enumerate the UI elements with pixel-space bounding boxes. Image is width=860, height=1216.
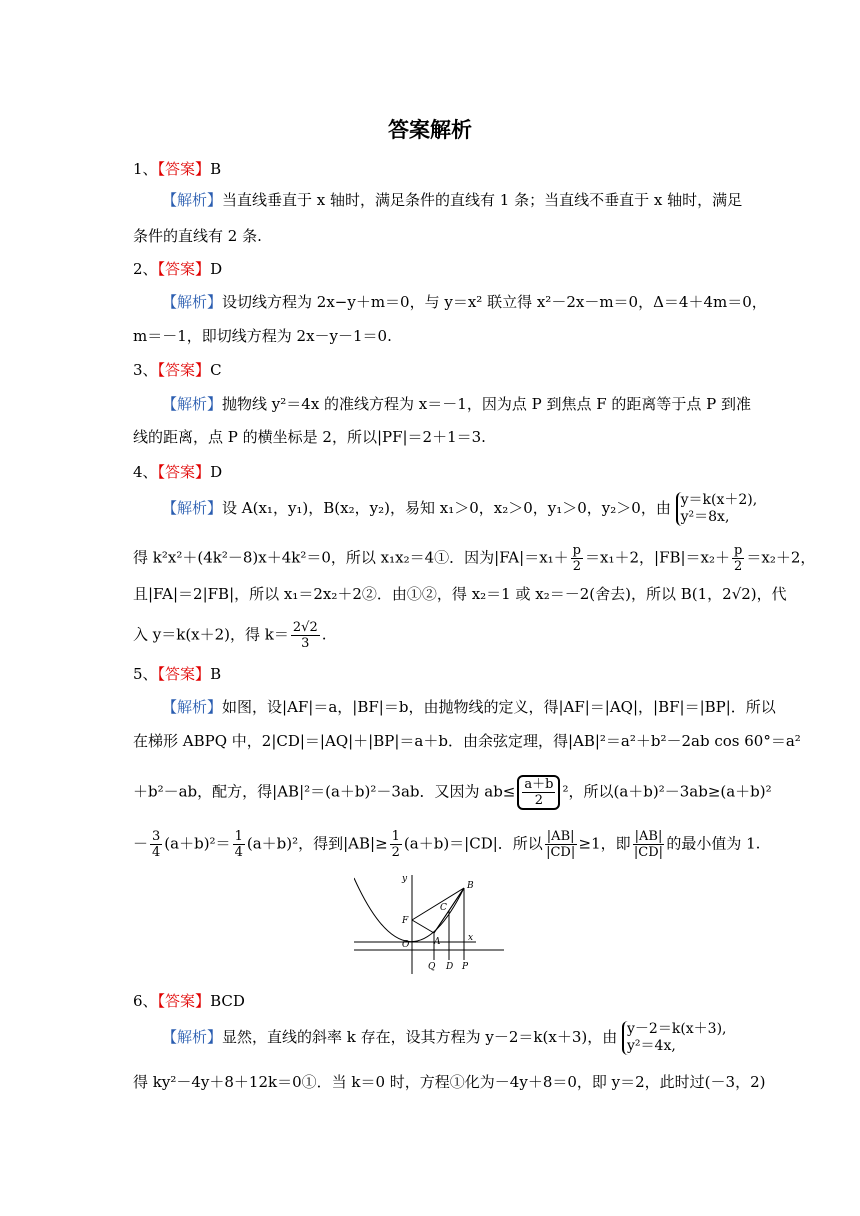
frac-den: 3 — [301, 636, 310, 651]
frac-num: |AB| — [546, 829, 575, 844]
q4-text4 — [133, 620, 327, 651]
q6-number: 6、 — [133, 992, 158, 1010]
q4-text2 — [133, 543, 815, 574]
q4-answer-line — [133, 462, 222, 482]
fraction-ab-cd — [633, 829, 665, 860]
answer-tag: 【答案】 — [157, 992, 211, 1010]
fraction-a-plus-b-over-2 — [517, 775, 560, 810]
q3-text1: 抛物线 y²＝4x 的准线方程为 x＝－1，因为点 P 到焦点 F 的距离等于点 P 到准 — [222, 395, 752, 413]
system-eq2: y²＝8x, — [680, 509, 730, 525]
q3-answer: C — [210, 361, 222, 379]
q5-text4f: 的最小值为 1. — [666, 834, 761, 853]
q6-text2: 得 ky²－4y＋8＋12k＝0①．当 k＝0 时，方程①化为－4y＋8＝0，即 y＝2，此时过(－3，2) — [133, 1073, 766, 1091]
system-eq2: y²＝4x, — [627, 1038, 676, 1054]
fraction-1-2 — [390, 829, 402, 860]
answer-tag: 【答案】 — [157, 160, 211, 178]
frac-num: p — [572, 543, 581, 558]
q2-answer: D — [210, 260, 223, 278]
q5-text3 — [133, 775, 772, 810]
frac-den: 2 — [534, 793, 544, 808]
label-a: A — [434, 937, 441, 947]
q5-text3a: ＋b²－ab，配方，得|AB|²＝(a＋b)²－3ab．又因为 ab≤ — [133, 782, 516, 801]
q5-answer: B — [210, 665, 222, 683]
frac-num: 1 — [234, 829, 243, 844]
q4-text2b: ＝x₁＋2，|FB|＝x₂＋ — [585, 548, 731, 567]
frac-den: 2 — [572, 559, 581, 574]
system-eq1: y＝k(x＋2), — [680, 492, 758, 508]
q4-analysis-line1 — [162, 492, 757, 526]
q5-text2: 在梯形 ABPQ 中，2|CD|＝|AQ|＋|BP|＝a＋b．由余弦定理，得|AB|²＝a²＋b²－2ab cos 60°＝a² — [133, 732, 801, 750]
q5-text4a: － — [133, 834, 149, 853]
frac-den: 4 — [152, 845, 161, 860]
frac-num: 2√2 — [292, 620, 318, 635]
q2-answer-line — [133, 259, 222, 279]
analysis-tag: 【解析】 — [162, 293, 223, 311]
system-eq1: y－2＝k(x＋3), — [627, 1021, 727, 1037]
q1-answer: B — [210, 160, 222, 178]
q1-analysis-line1 — [162, 190, 742, 210]
q4-text4b: . — [321, 625, 327, 644]
label-q: Q — [428, 962, 436, 972]
q6-text1: 显然，直线的斜率 k 存在，设其方程为 y－2＝k(x＋3)，由 — [222, 1028, 618, 1046]
q4-text2c: ＝x₂＋2， — [746, 548, 816, 567]
q5-answer-line — [133, 664, 221, 684]
page-title: 答案解析 — [388, 118, 472, 142]
q5-text3b: ²，所以(a＋b)²－3ab≥(a＋b)² — [562, 782, 772, 801]
label-p: P — [462, 962, 469, 972]
q1-answer-line — [133, 159, 221, 179]
q5-text4 — [133, 829, 760, 860]
q5-number: 5、 — [133, 665, 158, 683]
fraction-1-4 — [233, 829, 245, 860]
answer-tag: 【答案】 — [157, 463, 211, 481]
q3-number: 3、 — [133, 361, 158, 379]
answer-tag: 【答案】 — [157, 260, 211, 278]
analysis-tag: 【解析】 — [162, 499, 223, 517]
frac-num: 1 — [391, 829, 400, 844]
q4-number: 4、 — [133, 463, 158, 481]
equation-system — [622, 1021, 726, 1055]
q4-answer: D — [210, 463, 223, 481]
analysis-tag: 【解析】 — [162, 1028, 223, 1046]
analysis-tag: 【解析】 — [162, 395, 223, 413]
fraction-ab-cd — [545, 829, 577, 860]
analysis-tag: 【解析】 — [162, 191, 223, 209]
label-b: B — [467, 881, 474, 891]
frac-den: 2 — [734, 559, 743, 574]
label-o: O — [402, 940, 410, 950]
frac-num: a＋b — [524, 777, 554, 792]
parabola-figure — [354, 870, 504, 974]
frac-num: |AB| — [634, 829, 663, 844]
q2-text1: 设切线方程为 2x−y＋m＝0，与 y＝x² 联立得 x²－2x－m＝0，Δ＝4＋4m＝0， — [222, 293, 767, 311]
answer-tag: 【答案】 — [157, 665, 211, 683]
analysis-tag: 【解析】 — [162, 698, 223, 716]
q2-text2: m＝－1，即切线方程为 2x－y－1＝0. — [133, 327, 392, 345]
fraction-3-4 — [150, 829, 162, 860]
label-d: D — [446, 962, 454, 972]
answer-tag: 【答案】 — [157, 361, 211, 379]
q3-analysis-line1 — [162, 394, 751, 414]
q4-text3: 且|FA|＝2|FB|，所以 x₁＝2x₂＋2②．由①②，得 x₂＝1 或 x₂＝－2(舍去)，所以 B(1，2√2)，代 — [133, 585, 787, 603]
q5-text4e: ≥1，即 — [578, 834, 631, 853]
q4-text2a: 得 k²x²＋(4k²－8)x＋4k²＝0，所以 x₁x₂＝4①．因为|FA|＝x₁＋ — [133, 548, 569, 567]
q4-text4a: 入 y＝k(x＋2)，得 k＝ — [133, 625, 289, 644]
q1-text1: 当直线垂直于 x 轴时，满足条件的直线有 1 条；当直线不垂直于 x 轴时，满足 — [222, 191, 743, 209]
q1-number: 1、 — [133, 160, 158, 178]
q5-text4d: (a＋b)＝|CD|．所以 — [403, 834, 543, 853]
q4-text1: 设 A(x₁，y₁)，B(x₂，y₂)，易知 x₁＞0，x₂＞0，y₁＞0，y₂＞0，由 — [222, 499, 671, 517]
label-f: F — [402, 916, 409, 926]
q5-analysis-line1 — [162, 697, 776, 717]
frac-den: 2 — [391, 845, 400, 860]
fraction-p-over-2 — [732, 543, 744, 574]
fraction-k — [291, 620, 320, 651]
parabola-curve — [354, 878, 464, 942]
frac-num: 3 — [152, 829, 161, 844]
q6-analysis-line1 — [162, 1021, 727, 1055]
q5-text1: 如图，设|AF|＝a，|BF|＝b，由抛物线的定义，得|AF|＝|AQ|，|BF|＝|BP|．所以 — [222, 698, 776, 716]
frac-den: |CD| — [633, 845, 664, 860]
label-y: y — [402, 874, 408, 884]
label-c: C — [440, 903, 447, 913]
q6-answer-line — [133, 991, 245, 1011]
equation-system — [676, 492, 758, 526]
q6-answer: BCD — [210, 992, 245, 1010]
fraction-p-over-2 — [571, 543, 583, 574]
q5-text4c: (a＋b)²，得到|AB|≥ — [246, 834, 388, 853]
frac-den: 4 — [234, 845, 243, 860]
q2-number: 2、 — [133, 260, 158, 278]
frac-num: p — [734, 543, 743, 558]
q3-text2: 线的距离，点 P 的横坐标是 2，所以|PF|＝2＋1＝3. — [133, 428, 486, 446]
q3-answer-line — [133, 360, 222, 380]
label-x: x — [468, 933, 474, 943]
q2-analysis-line1 — [162, 292, 767, 312]
frac-den: |CD| — [546, 845, 576, 860]
q1-text2: 条件的直线有 2 条. — [133, 227, 262, 245]
q5-text4b: (a＋b)²＝ — [164, 834, 231, 853]
